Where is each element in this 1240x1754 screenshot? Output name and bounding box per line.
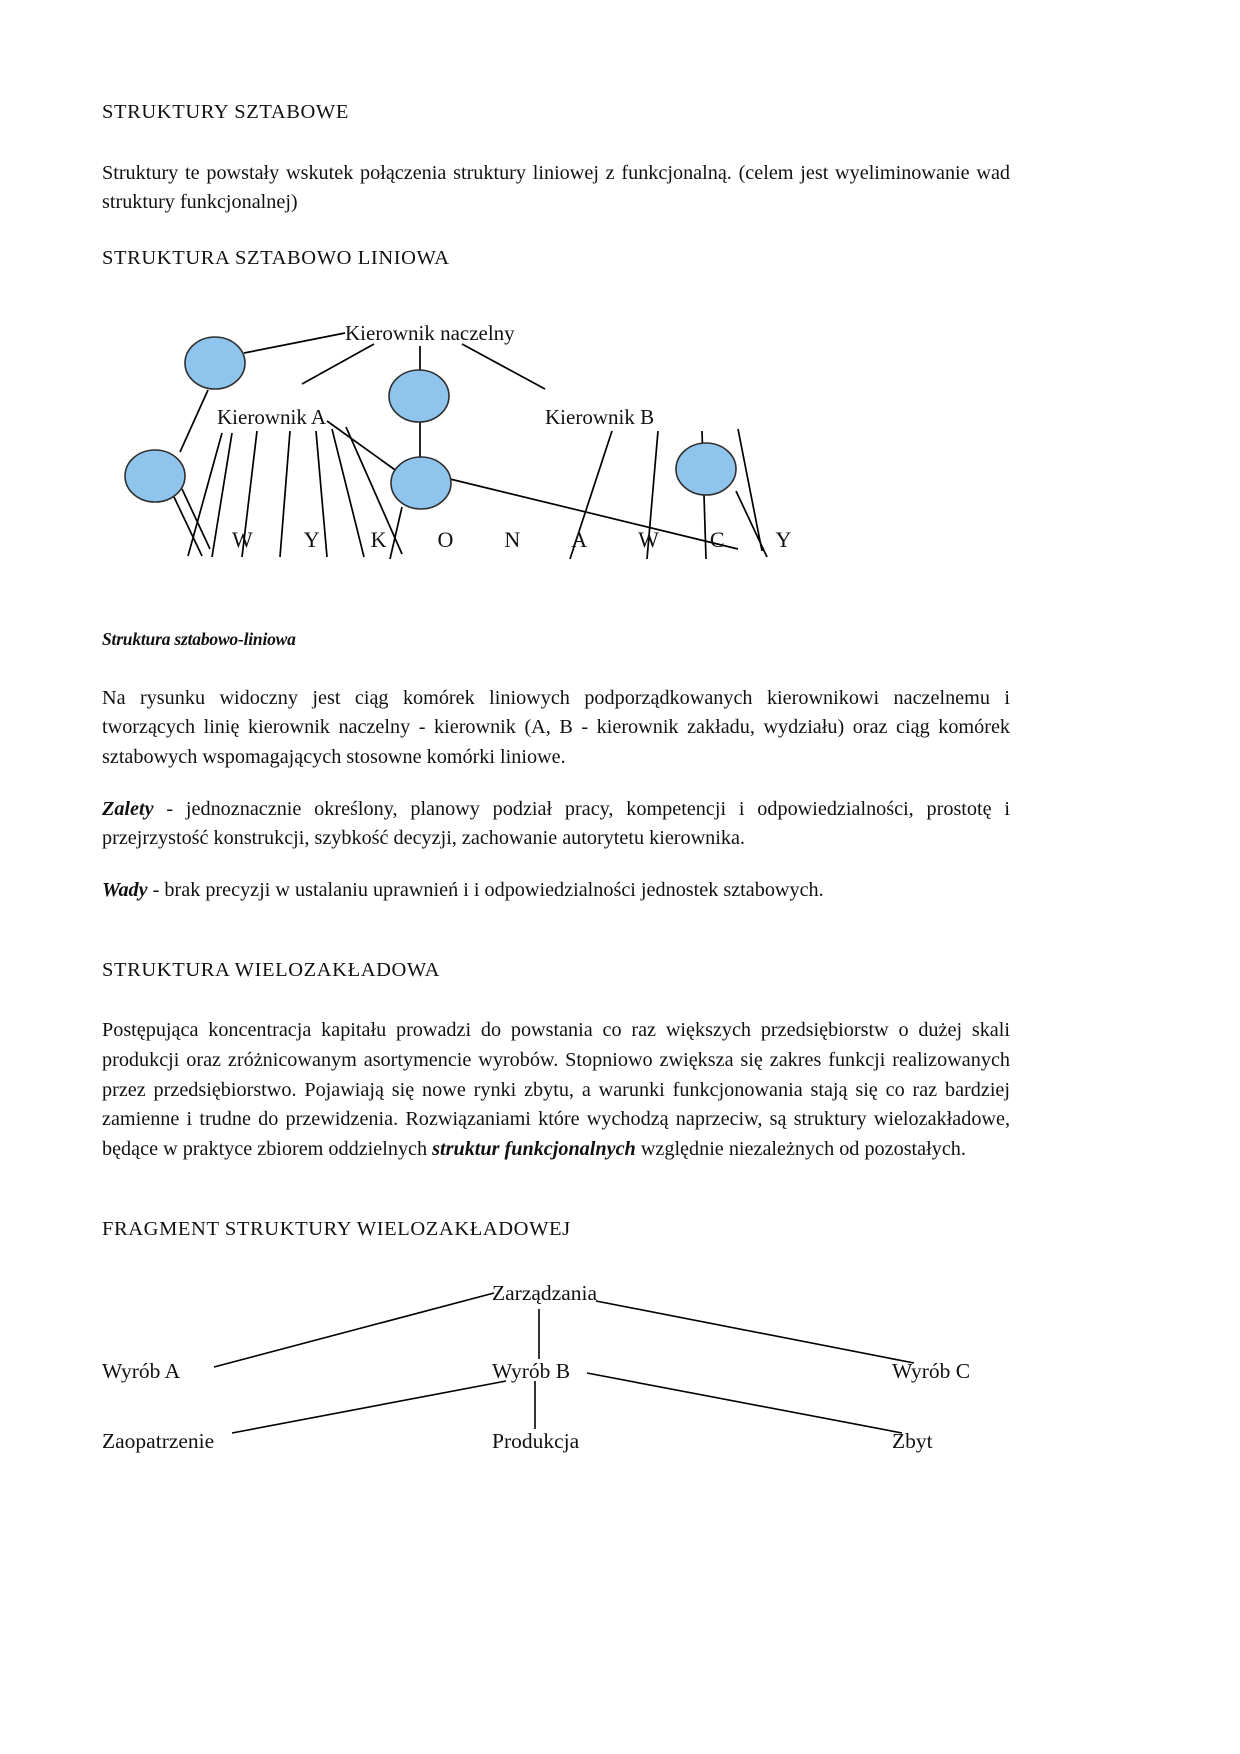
figure-struktura-sztabowo-liniowa (102, 311, 1010, 611)
heading-fragment-struktury: FRAGMENT STRUKTURY WIELOZAKŁADOWEJ (102, 1217, 571, 1240)
wielozakladowa-part2: względnie niezależnych od pozostałych. (635, 1138, 966, 1161)
figure2-canvas (102, 1281, 1010, 1491)
executor-letter: Y (303, 526, 321, 552)
executor-letter: O (437, 526, 454, 552)
spacer (102, 773, 1010, 795)
figure2-node-zarzadzania: Zarządzania (492, 1281, 598, 1306)
figure-fragment-struktury-wielozakladowej (102, 1281, 1010, 1491)
spacer (102, 906, 1010, 958)
executor-letter: K (370, 526, 388, 552)
spacer (102, 271, 1010, 311)
wielozakladowa-part1: Postępująca koncentracja kapitału prowadzi do powstania co raz większych przedsiębiorstw o dużej skali produkcji oraz zróżnicowanym asortymencie wyrobów. Stopniowo zwiększa się zakres funkcji realizowanych przez przedsiębiorstwo. Pojawiają się nowe rynki zbytu, a warunki funkcjonowania stają się co raz bardziej zamienne i trudne do przewidzenia. Rozwiązaniami które wychodzą naprzeciw, są struktury wielozakładowe, będące w praktyce zbiorem oddzielnych (102, 1019, 1010, 1161)
spacer (102, 854, 1010, 876)
node-staff-left-upper (185, 337, 245, 389)
figure1-connector-lines (174, 333, 767, 559)
figure2-node-zbyt: Zbyt (892, 1429, 933, 1454)
executor-letter: Y (775, 526, 792, 552)
spacer (102, 982, 1010, 1016)
node-staff-right (676, 443, 736, 495)
figure2-node-produkcja: Produkcja (492, 1429, 580, 1454)
spacer (102, 1165, 1010, 1217)
heading-struktura-wielozakladowa: STRUKTURA WIELOZAKŁADOWA (102, 958, 441, 981)
executor-letter: C (709, 526, 726, 552)
spacer (102, 218, 1010, 246)
figure1-label-kierownik-b: Kierownik B (545, 404, 655, 429)
paragraph-wady (102, 876, 1010, 906)
wady-text: - brak precyzji w ustalaniu uprawnień i i odpowiedzialności jednostek sztabowych. (147, 879, 824, 901)
intro-paragraph: Struktury te powstały wskutek połączenia struktury liniowej z funkcjonalną. (celem jest wyeliminowanie wad struktury funkcjonalnej) (102, 161, 1010, 214)
executor-letter: N (504, 526, 521, 552)
executor-letter: W (232, 526, 254, 552)
wady-lead: Wady (102, 879, 148, 901)
figure1-executors-row (232, 527, 792, 553)
figure1-label-kierownik-naczelny: Kierownik naczelny (345, 320, 515, 345)
paragraph-opis: Na rysunku widoczny jest ciąg komórek liniowych podporządkowanych kierownikowi naczelnemu i tworzących linię kierownik naczelny - kierownik (A, B - kierownik zakładu, wydziału) oraz ciąg komórek sztabowych wspomagających stosowne komórki liniowe. (102, 686, 1010, 768)
figure2-node-wyrob-b: Wyrób B (492, 1359, 571, 1384)
spacer (102, 1241, 1010, 1281)
paragraph-wielozakladowa (102, 1016, 1010, 1164)
spacer (102, 650, 1010, 684)
heading-struktura-sztabowo-liniowa: STRUKTURA SZTABOWO LINIOWA (102, 246, 450, 269)
figure2-node-wyrob-a: Wyrób A (102, 1359, 181, 1384)
node-staff-left-lower (125, 450, 185, 502)
wielozakladowa-bold: struktur funkcjonalnych (432, 1138, 636, 1161)
node-line-middle (391, 457, 451, 509)
paragraph-zalety (102, 795, 1010, 854)
zalety-text: - jednoznacznie określony, planowy podział pracy, kompetencji i odpowiedzialności, prostotę i przejrzystość konstrukcji, szybkość decyzji, zachowanie autorytetu kierownika. (102, 797, 1010, 850)
figure1-label-kierownik-a: Kierownik A (217, 404, 327, 429)
node-line-top (389, 370, 449, 422)
spacer (102, 611, 1010, 629)
figure1-canvas (102, 311, 1010, 611)
page-title: STRUKTURY SZTABOWE (102, 101, 350, 123)
figure2-node-wyrob-c: Wyrób C (892, 1359, 971, 1384)
executor-letter: A (571, 526, 588, 552)
figure2-node-zaopatrzenie: Zaopatrzenie (102, 1429, 215, 1454)
spacer (102, 125, 1010, 159)
zalety-lead: Zalety (102, 797, 154, 820)
figure1-caption: Struktura sztabowo-liniowa (102, 628, 296, 649)
document-content (102, 100, 1010, 1491)
executor-letter: W (638, 526, 660, 552)
